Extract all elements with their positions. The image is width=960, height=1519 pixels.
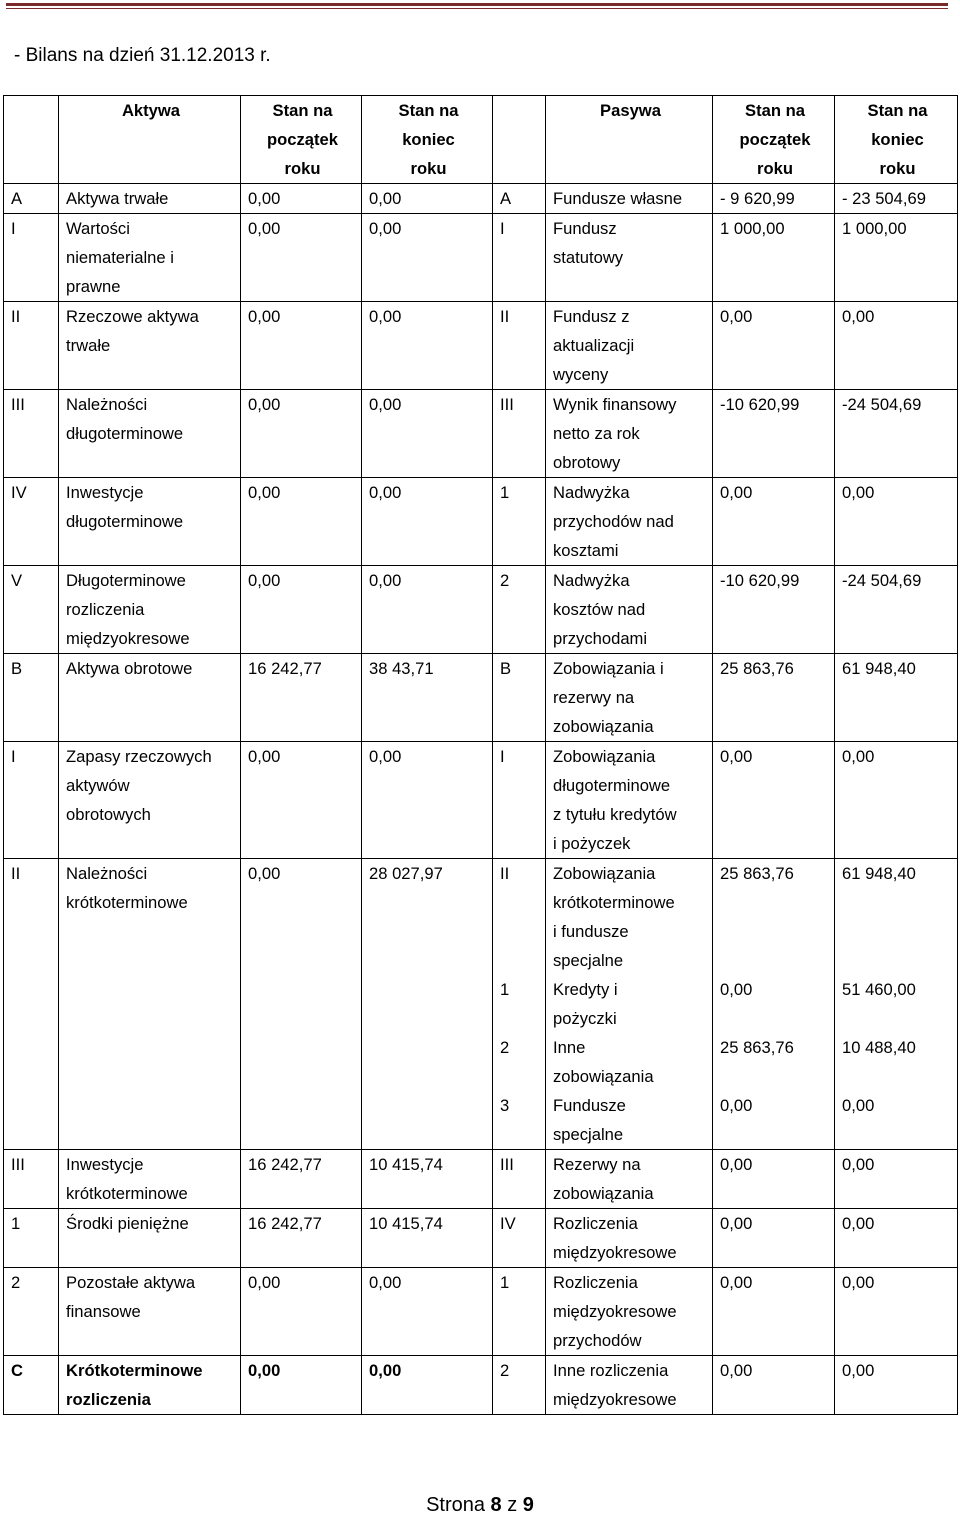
cell-pasywa-start: 0,00 bbox=[713, 1268, 835, 1356]
cell-symbol: II bbox=[4, 859, 59, 1150]
header-empty-right bbox=[493, 96, 546, 184]
cell-aktywa-start: 0,00 bbox=[241, 390, 362, 478]
cell-pasywa-start: 0,00 bbox=[713, 302, 835, 390]
cell-pasywa-symbol: 1 bbox=[493, 478, 546, 566]
header-row bbox=[4, 96, 958, 184]
cell-pasywa-start: 0,00 bbox=[713, 478, 835, 566]
cell-pasywa-end: -24 504,69 bbox=[835, 390, 958, 478]
cell-pasywa-start: 0,00 bbox=[713, 1356, 835, 1415]
cell-symbol: IV bbox=[4, 478, 59, 566]
cell-aktywa-start: 16 242,77 bbox=[241, 654, 362, 742]
cell-aktywa-start: 0,00 bbox=[241, 214, 362, 302]
header-rule-thick bbox=[6, 3, 948, 6]
cell-symbol: II bbox=[4, 302, 59, 390]
cell-pasywa-end: 61 948,40 51 460,00 10 488,40 0,00 bbox=[835, 859, 958, 1150]
cell-pasywa-symbol: 2 bbox=[493, 1356, 546, 1415]
cell-pasywa-end: 0,00 bbox=[835, 1356, 958, 1415]
balance-sheet-table bbox=[3, 95, 958, 1415]
cell-aktywa-end: 0,00 bbox=[362, 1356, 493, 1415]
cell-pasywa-name: Zobowiązania krótkoterminowe i fundusze specjalne Kredyty i pożyczki Inne zobowiązania Fundusze specjalne bbox=[546, 859, 713, 1150]
cell-symbol: 1 bbox=[4, 1209, 59, 1268]
cell-aktywa-end: 0,00 bbox=[362, 478, 493, 566]
table-row bbox=[4, 1268, 958, 1356]
cell-pasywa-start: 0,00 bbox=[713, 1209, 835, 1268]
cell-symbol: I bbox=[4, 214, 59, 302]
cell-aktywa-end: 0,00 bbox=[362, 184, 493, 214]
cell-pasywa-name: Fundusz statutowy bbox=[546, 214, 713, 302]
cell-aktywa-start: 0,00 bbox=[241, 478, 362, 566]
cell-aktywa-name: Krótkoterminowe rozliczenia bbox=[59, 1356, 241, 1415]
footer-separator: z bbox=[501, 1494, 523, 1516]
header-stan-poczatek-aktywa: Stan na początek roku bbox=[241, 96, 362, 184]
cell-pasywa-name: Zobowiązania i rezerwy na zobowiązania bbox=[546, 654, 713, 742]
cell-pasywa-symbol: A bbox=[493, 184, 546, 214]
cell-aktywa-end: 10 415,74 bbox=[362, 1150, 493, 1209]
table-row bbox=[4, 390, 958, 478]
cell-pasywa-symbol: 2 bbox=[493, 566, 546, 654]
cell-symbol: B bbox=[4, 654, 59, 742]
table-row bbox=[4, 742, 958, 859]
cell-pasywa-start: - 9 620,99 bbox=[713, 184, 835, 214]
table-row bbox=[4, 1150, 958, 1209]
cell-aktywa-start: 16 242,77 bbox=[241, 1150, 362, 1209]
cell-pasywa-name: Inne rozliczenia międzyokresowe bbox=[546, 1356, 713, 1415]
cell-pasywa-end: 0,00 bbox=[835, 302, 958, 390]
header-stan-poczatek-pasywa: Stan na początek roku bbox=[713, 96, 835, 184]
cell-aktywa-end: 10 415,74 bbox=[362, 1209, 493, 1268]
cell-aktywa-start: 0,00 bbox=[241, 742, 362, 859]
cell-pasywa-end: 61 948,40 bbox=[835, 654, 958, 742]
header-stan-koniec-aktywa: Stan na koniec roku bbox=[362, 96, 493, 184]
cell-pasywa-name: Rezerwy na zobowiązania bbox=[546, 1150, 713, 1209]
table-row-ii-obrotowe bbox=[4, 859, 958, 1150]
cell-pasywa-symbol: II 1 2 3 bbox=[493, 859, 546, 1150]
cell-pasywa-end: 0,00 bbox=[835, 478, 958, 566]
cell-aktywa-name: Zapasy rzeczowych aktywów obrotowych bbox=[59, 742, 241, 859]
cell-aktywa-name: Aktywa trwałe bbox=[59, 184, 241, 214]
cell-aktywa-end: 0,00 bbox=[362, 742, 493, 859]
cell-pasywa-symbol: III bbox=[493, 1150, 546, 1209]
cell-aktywa-start: 0,00 bbox=[241, 859, 362, 1150]
cell-aktywa-name: Należności krótkoterminowe bbox=[59, 859, 241, 1150]
cell-aktywa-name: Rzeczowe aktywa trwałe bbox=[59, 302, 241, 390]
cell-aktywa-name: Inwestycje krótkoterminowe bbox=[59, 1150, 241, 1209]
cell-pasywa-end: 0,00 bbox=[835, 1150, 958, 1209]
cell-aktywa-start: 0,00 bbox=[241, 184, 362, 214]
cell-pasywa-symbol: B bbox=[493, 654, 546, 742]
footer-prefix: Strona bbox=[426, 1494, 491, 1516]
cell-pasywa-symbol: IV bbox=[493, 1209, 546, 1268]
cell-pasywa-end: 0,00 bbox=[835, 742, 958, 859]
cell-pasywa-start: -10 620,99 bbox=[713, 390, 835, 478]
cell-aktywa-name: Długoterminowe rozliczenia międzyokresowe bbox=[59, 566, 241, 654]
table-row bbox=[4, 1209, 958, 1268]
cell-aktywa-name: Środki pieniężne bbox=[59, 1209, 241, 1268]
cell-aktywa-start: 0,00 bbox=[241, 566, 362, 654]
page-footer bbox=[0, 1494, 960, 1517]
header-empty-left bbox=[4, 96, 59, 184]
cell-pasywa-name: Wynik finansowy netto za rok obrotowy bbox=[546, 390, 713, 478]
cell-pasywa-start: 0,00 bbox=[713, 742, 835, 859]
cell-pasywa-end: -24 504,69 bbox=[835, 566, 958, 654]
table-row bbox=[4, 214, 958, 302]
cell-aktywa-start: 0,00 bbox=[241, 1268, 362, 1356]
cell-pasywa-symbol: II bbox=[493, 302, 546, 390]
cell-pasywa-start: 25 863,76 0,00 25 863,76 0,00 bbox=[713, 859, 835, 1150]
cell-pasywa-symbol: III bbox=[493, 390, 546, 478]
footer-page-total: 9 bbox=[522, 1494, 534, 1516]
header-pasywa: Pasywa bbox=[546, 96, 713, 184]
cell-aktywa-end: 0,00 bbox=[362, 566, 493, 654]
cell-pasywa-name: Fundusze własne bbox=[546, 184, 713, 214]
cell-pasywa-start: 1 000,00 bbox=[713, 214, 835, 302]
cell-symbol: I bbox=[4, 742, 59, 859]
table-row bbox=[4, 478, 958, 566]
cell-pasywa-name: Rozliczenia międzyokresowe bbox=[546, 1209, 713, 1268]
table-row bbox=[4, 566, 958, 654]
cell-symbol: III bbox=[4, 390, 59, 478]
cell-pasywa-start: 0,00 bbox=[713, 1150, 835, 1209]
cell-pasywa-end: - 23 504,69 bbox=[835, 184, 958, 214]
table-row bbox=[4, 302, 958, 390]
cell-symbol: A bbox=[4, 184, 59, 214]
footer-page-number: 8 bbox=[490, 1494, 502, 1516]
cell-aktywa-end: 38 43,71 bbox=[362, 654, 493, 742]
cell-aktywa-name: Pozostałe aktywa finansowe bbox=[59, 1268, 241, 1356]
table-row bbox=[4, 654, 958, 742]
table-row bbox=[4, 184, 958, 214]
cell-symbol: 2 bbox=[4, 1268, 59, 1356]
cell-aktywa-name: Należności długoterminowe bbox=[59, 390, 241, 478]
cell-pasywa-name: Zobowiązania długoterminowe z tytułu kredytów i pożyczek bbox=[546, 742, 713, 859]
cell-aktywa-end: 0,00 bbox=[362, 214, 493, 302]
header-stan-koniec-pasywa: Stan na koniec roku bbox=[835, 96, 958, 184]
cell-pasywa-start: -10 620,99 bbox=[713, 566, 835, 654]
cell-pasywa-name: Nadwyżka kosztów nad przychodami bbox=[546, 566, 713, 654]
table-row bbox=[4, 1356, 958, 1415]
header-rule-thin bbox=[6, 8, 948, 9]
cell-pasywa-end: 0,00 bbox=[835, 1268, 958, 1356]
page-heading: - Bilans na dzień 31.12.2013 r. bbox=[14, 45, 271, 66]
cell-aktywa-end: 0,00 bbox=[362, 1268, 493, 1356]
cell-aktywa-end: 0,00 bbox=[362, 302, 493, 390]
cell-aktywa-start: 0,00 bbox=[241, 302, 362, 390]
cell-aktywa-name: Wartości niematerialne i prawne bbox=[59, 214, 241, 302]
header-aktywa: Aktywa bbox=[59, 96, 241, 184]
cell-aktywa-end: 28 027,97 bbox=[362, 859, 493, 1150]
cell-pasywa-name: Nadwyżka przychodów nad kosztami bbox=[546, 478, 713, 566]
cell-pasywa-symbol: I bbox=[493, 214, 546, 302]
cell-aktywa-start: 0,00 bbox=[241, 1356, 362, 1415]
cell-pasywa-name: Rozliczenia międzyokresowe przychodów bbox=[546, 1268, 713, 1356]
cell-symbol: III bbox=[4, 1150, 59, 1209]
cell-pasywa-name: Fundusz z aktualizacji wyceny bbox=[546, 302, 713, 390]
cell-symbol: V bbox=[4, 566, 59, 654]
cell-pasywa-symbol: I bbox=[493, 742, 546, 859]
cell-pasywa-symbol: 1 bbox=[493, 1268, 546, 1356]
cell-aktywa-end: 0,00 bbox=[362, 390, 493, 478]
cell-pasywa-start: 25 863,76 bbox=[713, 654, 835, 742]
cell-pasywa-end: 0,00 bbox=[835, 1209, 958, 1268]
cell-symbol: C bbox=[4, 1356, 59, 1415]
cell-pasywa-end: 1 000,00 bbox=[835, 214, 958, 302]
cell-aktywa-name: Aktywa obrotowe bbox=[59, 654, 241, 742]
cell-aktywa-start: 16 242,77 bbox=[241, 1209, 362, 1268]
cell-aktywa-name: Inwestycje długoterminowe bbox=[59, 478, 241, 566]
